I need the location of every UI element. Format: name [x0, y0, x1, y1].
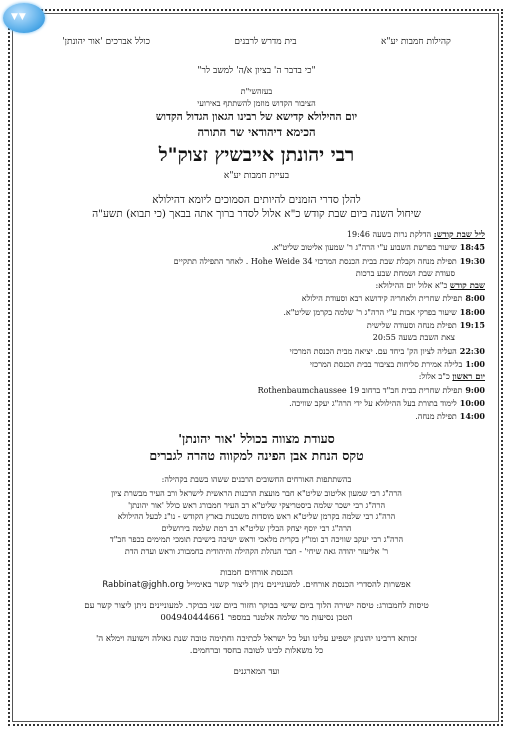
guest-line: הרה"ג רבי שלמה בקרמן שליט"א ראש מוסדות משכנות בארץ הקודש - נו"נ לבעל ההילולא [117, 512, 396, 522]
schedule-row [20, 410, 485, 423]
schedule-text: סעודת שבת ושמחת שבע ברכות [355, 268, 455, 278]
schedule-text: לימוד בתורת בעל ההילולא על ידי הרה"ג יעקב שוויכה. [289, 398, 457, 408]
hachham-line: הכימא דיהודאי שר התורה [197, 125, 316, 139]
day-label: יום ראשון [452, 372, 485, 383]
guest-line: הרה"ג רבי יוסף יצחק הבלין שליט"א רב רמת שלמה בירושלים [161, 523, 352, 533]
schedule-intro [20, 193, 493, 221]
hosting-line [20, 579, 493, 591]
signature: ועד המארגנים [233, 666, 280, 677]
guest-line: הרה"ג רבי שמעון אליטוב שליט"א חבר מועצת הרבנות הראשית לישראל ורב העיר מבשרת ציון [111, 489, 402, 499]
schedule-time: 19:30 [459, 255, 485, 266]
schedule-continuation [20, 332, 485, 344]
schedule-day-header [20, 371, 485, 383]
day-text: כ"א אלול יום ההילולא: [375, 281, 448, 291]
seuda-title: סעודת מצווה בכולל 'אור יהונתן' [178, 431, 335, 447]
schedule-row [20, 397, 485, 410]
schedule-time: 8:00 [465, 293, 485, 304]
hilula-line: יום ההילולא קדישא של רבינו הגאון הגדול הקדוש [155, 111, 358, 123]
org-name: כולל אברכים 'אור יהונתן' [62, 37, 151, 47]
schedule-time: 10:00 [459, 397, 485, 408]
hosting-title: הכנסת אורחים חמבות [220, 567, 293, 578]
schedule-continuation [20, 268, 485, 280]
schedule-time: 18:00 [459, 306, 485, 317]
schedule-time: 18:45 [459, 242, 485, 253]
schedule-text: תפילת מנחה וקבלת שבת בבית הכנסת המרכזי Hohe Weide 34 . לאחר התפילה תתקיים [173, 256, 457, 266]
schedule-intro-line: להלן סדרי הזמנים להיותים הסמוכים ליומא דהילולא [152, 194, 361, 206]
schedule-row [20, 241, 485, 254]
flights-line: טיסות לחמבורג: טיסה ישירה הלוך ביום שישי בבוקר וחזור ביום שני בבוקר. למעוניינים ניתן ליצור קשר עם [84, 600, 429, 611]
schedule-day-header [20, 280, 485, 292]
schedule-row [20, 292, 485, 305]
day-label: שבת קודש [449, 281, 485, 292]
bsd-line: בעזהשי"ת [240, 87, 273, 96]
schedule-time: 22:30 [459, 345, 485, 356]
schedule-text: תפילת שחרית ולאחריה קידושא רבא וסעודת הילולא [301, 294, 463, 304]
schedule-text: תפילת מנחה. [415, 412, 457, 422]
org-name: בית מדרש לרבנים [234, 37, 297, 47]
schedule-text: בלילה אמירת סליחות בציבור בבית הכנסת המרכזי [309, 359, 463, 369]
org-name: קהילות חמבות יע"א [380, 37, 451, 47]
rav-name-title: רבי יהונתן אייבשיץ זצוק"ל [158, 144, 355, 166]
day-label: ליל שבת קודש: [433, 230, 485, 240]
schedule-time: 9:00 [465, 384, 485, 395]
schedule-text: שיעור בפרקי אבות ע"י הרה"ג ר' שלמה בקרמן שליט"א. [283, 307, 457, 317]
schedule-text: צאת השבת בשעה 20:55 [372, 333, 455, 343]
hosting-text: אפשרות להסדרי הכנסת אורחים. למעוניינים ניתן ליצור קשר באימייל [186, 579, 411, 590]
schedule-row [20, 255, 485, 268]
schedule-intro-line: שיחול השנה ביום שבת קודש כ"א אלול לסדר ברוך אתה בבאך (כי תבוא) תשע"ה [92, 208, 421, 220]
schedule-time: 19:15 [459, 320, 485, 331]
overlay-bubble-icon[interactable]: ▼▼ [3, 3, 45, 33]
invitation-line: הציבור הקדוש מוזמן להשתתף באירועי [197, 99, 316, 108]
closing-line: כל משאלות לבינו לטובה בחסד וברחמים. [189, 645, 324, 656]
schedule-time: 14:00 [459, 411, 485, 422]
guests-intro: בהשתתפות האורחים החשובים הרבנים ששהו בשבת בקהילה: [161, 475, 352, 485]
tekes-title: טקס הנחת אבן הפינה למקווה טהרה לגברים [149, 448, 364, 464]
schedule-row [20, 345, 485, 358]
schedule-list [20, 229, 493, 423]
day-text: הדלקת נרות בשעה 19:46 [346, 230, 432, 239]
schedule-text: תפילת מנחה וסעודה שלישית [366, 321, 457, 331]
closing-line: זכותא דרבינו יהונתן ישפיע עלינו ועל כל ישראל לכתיבה וחתימה טובה שנת גאולה וישועה וימלא ה' [95, 633, 418, 644]
schedule-text: שיעור בפרשת השבוע ע"י הרה"ג ר' שמעון אליטוב שליט"א. [271, 243, 457, 253]
email-link[interactable]: Rabbinat@jghh.org [102, 579, 184, 590]
schedule-day-header [20, 229, 485, 241]
verse-quote: "כי בדבר ה' בציון א/ה' למשב לר" [197, 66, 316, 76]
schedule-row [20, 306, 485, 319]
schedule-row [20, 358, 485, 371]
schedule-text: תפילת שחרית בבית חב"ד ברחוב 19 Rothenbaumchaussee [257, 385, 463, 395]
community-line: בעיית חמבות יע"א [223, 171, 290, 181]
schedule-row [20, 319, 485, 332]
organizations-row [20, 36, 493, 47]
announcement-content [20, 36, 493, 678]
flights-line: הטכן נסיעות מר שלמה אלטנר במספר 004940444661 [160, 612, 353, 623]
guests-list [20, 474, 493, 557]
schedule-time: 1:00 [465, 358, 485, 369]
schedule-row [20, 384, 485, 397]
day-text: כ"ב אלול: [418, 372, 450, 382]
guest-line: הרה"ג רבי ישכר שלמה ביסטריצקי שליט"א רב העיר חמבורג ראש כולל 'אור יהונתן' [127, 500, 386, 510]
schedule-text: העליה לציון הק' ביחד עם. יציאה מבית הכנסת המרכזי [289, 346, 457, 356]
guest-line: הרה"ג רבי יעקב שוויכה רב ומו"ץ בקרית מלאכי וראש ישיבה בישיבת תומכי תמימים בכפר חב"ד [109, 535, 404, 545]
guest-line: ר' אליעזר יהודה גאה שיחי' - חבר הנהלת הקהילה והיהודית בחמבורג וראש ועדת הדת [124, 547, 389, 557]
